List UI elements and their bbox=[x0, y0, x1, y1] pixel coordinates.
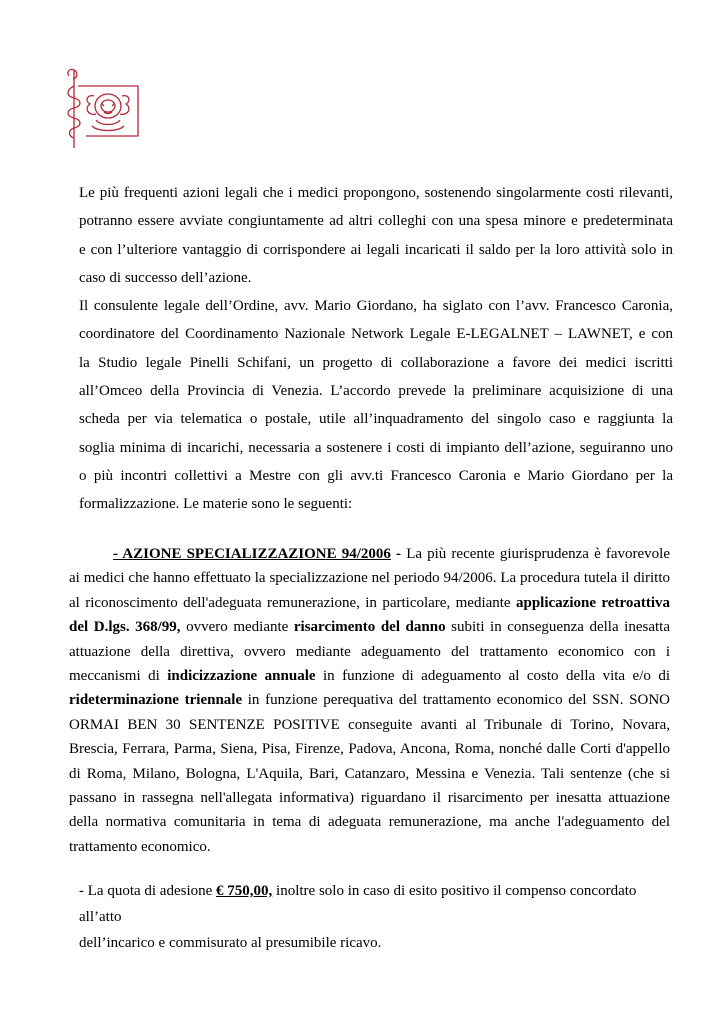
caduceus-lion-emblem-icon bbox=[64, 66, 144, 150]
intro-line: Le più frequenti azioni legali che i medici propongono, sostenendo singolarmente costi rilevanti, bbox=[79, 185, 673, 201]
intro-paragraph bbox=[79, 179, 673, 519]
emphasis-text: rideterminazione triennale bbox=[69, 692, 243, 709]
intro-line: potranno essere avviate congiuntamente ad altri colleghi con una spesa minore e predeterminata bbox=[79, 213, 673, 230]
intro-line: soglia minima di incarichi, necessaria a sostenere i costi di impianto dell’azione, seguiranno uno bbox=[79, 439, 673, 456]
section-paragraph bbox=[69, 542, 670, 859]
intro-line: Il consulente legale dell’Ordine, avv. Mario Giordano, ha siglato con l’avv. Francesco Caronia, bbox=[79, 298, 673, 315]
emphasis-text: risarcimento del danno bbox=[293, 619, 446, 636]
intro-line: formalizzazione. Le materie sono le seguenti: bbox=[79, 496, 353, 513]
quota-amount: € 750,00, bbox=[216, 883, 273, 899]
section-heading: - AZIONE SPECIALIZZAZIONE 94/2006 bbox=[113, 546, 391, 562]
body-text: La più recente giurisprudenza è favorevole ai medici che hanno effettuato la specializzazione nel periodo 94/2006. La procedura tutela il diritto al riconoscimento dell'adeguata remunerazione, in particolare, mediante bbox=[69, 546, 671, 611]
intro-line: e con l’ulteriore vantaggio di corrispondere ai legali incaricati il saldo per la loro attività solo in bbox=[79, 241, 673, 258]
heading-separator: - bbox=[390, 546, 407, 562]
intro-line: o più incontri collettivi a Mestre con gli avv.ti Francesco Caronia e Mario Giordano per la bbox=[79, 467, 673, 484]
body-text: in funzione perequativa del trattamento economico del SSN. SONO ORMAI BEN 30 SENTENZE POSITIVE conseguite avanti al Tribunale di Torino, Novara, Brescia, Ferrara, Parma, Siena, Pisa, Firenze, Padova, Ancona, Roma, nonché dalle Corti d'appello di Roma, Milano, Bologna, L'Aquila, Bari, Catanzaro, Messina e Venezia. Tali sentenze (che si passano in rassegna nell'allegata informativa) riguardano il risarcimento per inesatta attuazione della normativa comunitaria in tema di adeguata remunerazione, ma anche l'adeguamento del trattamento economico. bbox=[69, 692, 670, 855]
intro-line: caso di successo dell’azione. bbox=[79, 269, 252, 286]
intro-line: la Studio legale Pinelli Schifani, un progetto di collaborazione a favore dei medici iscritti bbox=[79, 354, 673, 371]
quota-post-text: inoltre solo in caso di esito positivo il compenso concordato all’atto bbox=[79, 883, 637, 925]
intro-line: coordinatore del Coordinamento Nazionale Network Legale E-LEGALNET – LAWNET, e con bbox=[79, 326, 673, 343]
body-text: in funzione di adeguamento al costo della vita e/o di bbox=[315, 668, 671, 685]
emphasis-text: indicizzazione annuale bbox=[167, 668, 316, 685]
emphasis-text: applicazione retroattiva del D.lgs. 368/99, bbox=[69, 594, 670, 636]
quota-paragraph bbox=[79, 878, 679, 956]
body-text: ovvero mediante bbox=[180, 619, 294, 636]
body-text: subiti in conseguenza della inesatta attuazione della direttiva, ovvero mediante adeguamento del trattamento economico con i meccanismi di bbox=[69, 619, 670, 685]
intro-line: scheda per via telematica o postale, utile all’inquadramento del singolo caso e raggiunta la bbox=[79, 411, 673, 428]
quota-line bbox=[79, 878, 679, 930]
specializzazione-section bbox=[69, 542, 670, 859]
quota-line: dell’incarico e commisurato al presumibile ricavo. bbox=[79, 935, 382, 951]
intro-line: all’Omceo della Provincia di Venezia. L’accordo prevede la preliminare acquisizione di una bbox=[79, 383, 673, 400]
quota-pre-text: - La quota di adesione bbox=[79, 883, 217, 899]
